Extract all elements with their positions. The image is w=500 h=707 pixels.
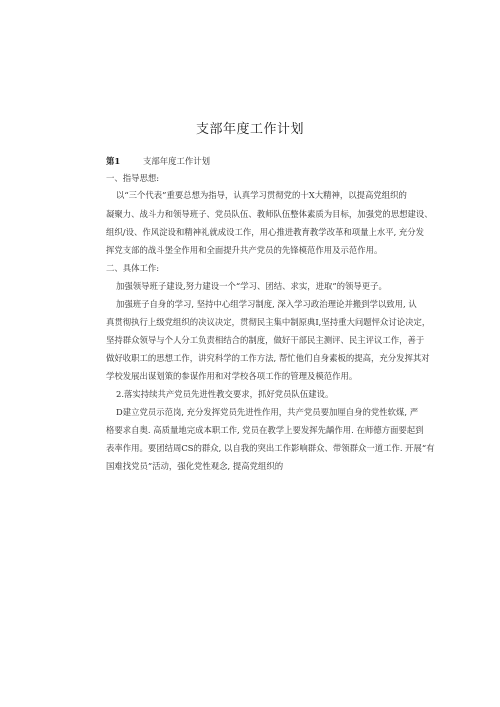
subsection-heading: 2.落实持续共产党员先进性教交要求，抓好党员队伍建设。 [116,389,334,399]
chapter-title: 支部年度工作计划 [143,156,210,166]
paragraph-line: 学校发展出谋划策的参谋作用和对学校各项工作的管理及模范作用。 [106,371,358,381]
section-heading: 二、具体工作: [106,263,160,273]
chapter-number: 第1 [106,156,121,166]
paragraph-line: 国难找党员”活动，强化党性观念, 提高党组织的 [106,461,284,471]
paragraph-line: 挥党支部的战斗堡全作用和全面提升共产党员的先锋模范作用及示范作用。 [106,245,383,255]
paragraph-line: 凝聚力、战斗力和领导班子、党员队伍、教师队伍整体素质为目标，加强党的思想建设、 [106,209,433,219]
document-title: 支部年度工作计划 [195,122,304,137]
paragraph-line: 加强班子自身的学习, 坚持中心组学习制度, 深入学习政治理论并搬到学以致用, 认 [116,299,417,309]
paragraph-line: D建立党员示范岗, 充分发挥党员先进性作用，共产党员要加厘自身的党性软煤, 严 [116,407,419,417]
paragraph-line: 坚持群众领导与个人分工负责相结合的制度，做好干部民主测评、民主评议工作，善于 [106,335,425,345]
paragraph-line: 组织/设、作风淀设和精神礼就成设工作，用心推进教育教学改革和项量上水平, 充分发 [106,227,425,237]
section-heading: 一、指导思想: [106,173,160,183]
paragraph-line: 以“三个代表”重要总想为指导，认真学习贯彻党的十X大精神，以提高党组织的 [116,190,407,200]
paragraph-line: 表率作用。要团结周CS的群众, 以自我的突出工作影响群众、带领群众一道工作. 开展“有 [106,443,435,453]
paragraph-line: 真贯彻执行上级党组织的决议决定，贯彻民主集中制原典I,坚持重大问题怦众讨论决定， [106,317,431,327]
paragraph-line: 加强领导班子建设,努力建设一个“学习、团结、求实，进取”的领导更子。 [116,281,387,291]
paragraph-line: 格要求自奥. 高质量地完成本职工作, 党员在教学上要发挥先龋作用. 在师德方面要起到 [106,425,424,435]
paragraph-line: 做好收职工的思想工作，讲究科学的工作方法, 帮忙他们自身素板的提高，充分发挥其对 [106,353,430,363]
